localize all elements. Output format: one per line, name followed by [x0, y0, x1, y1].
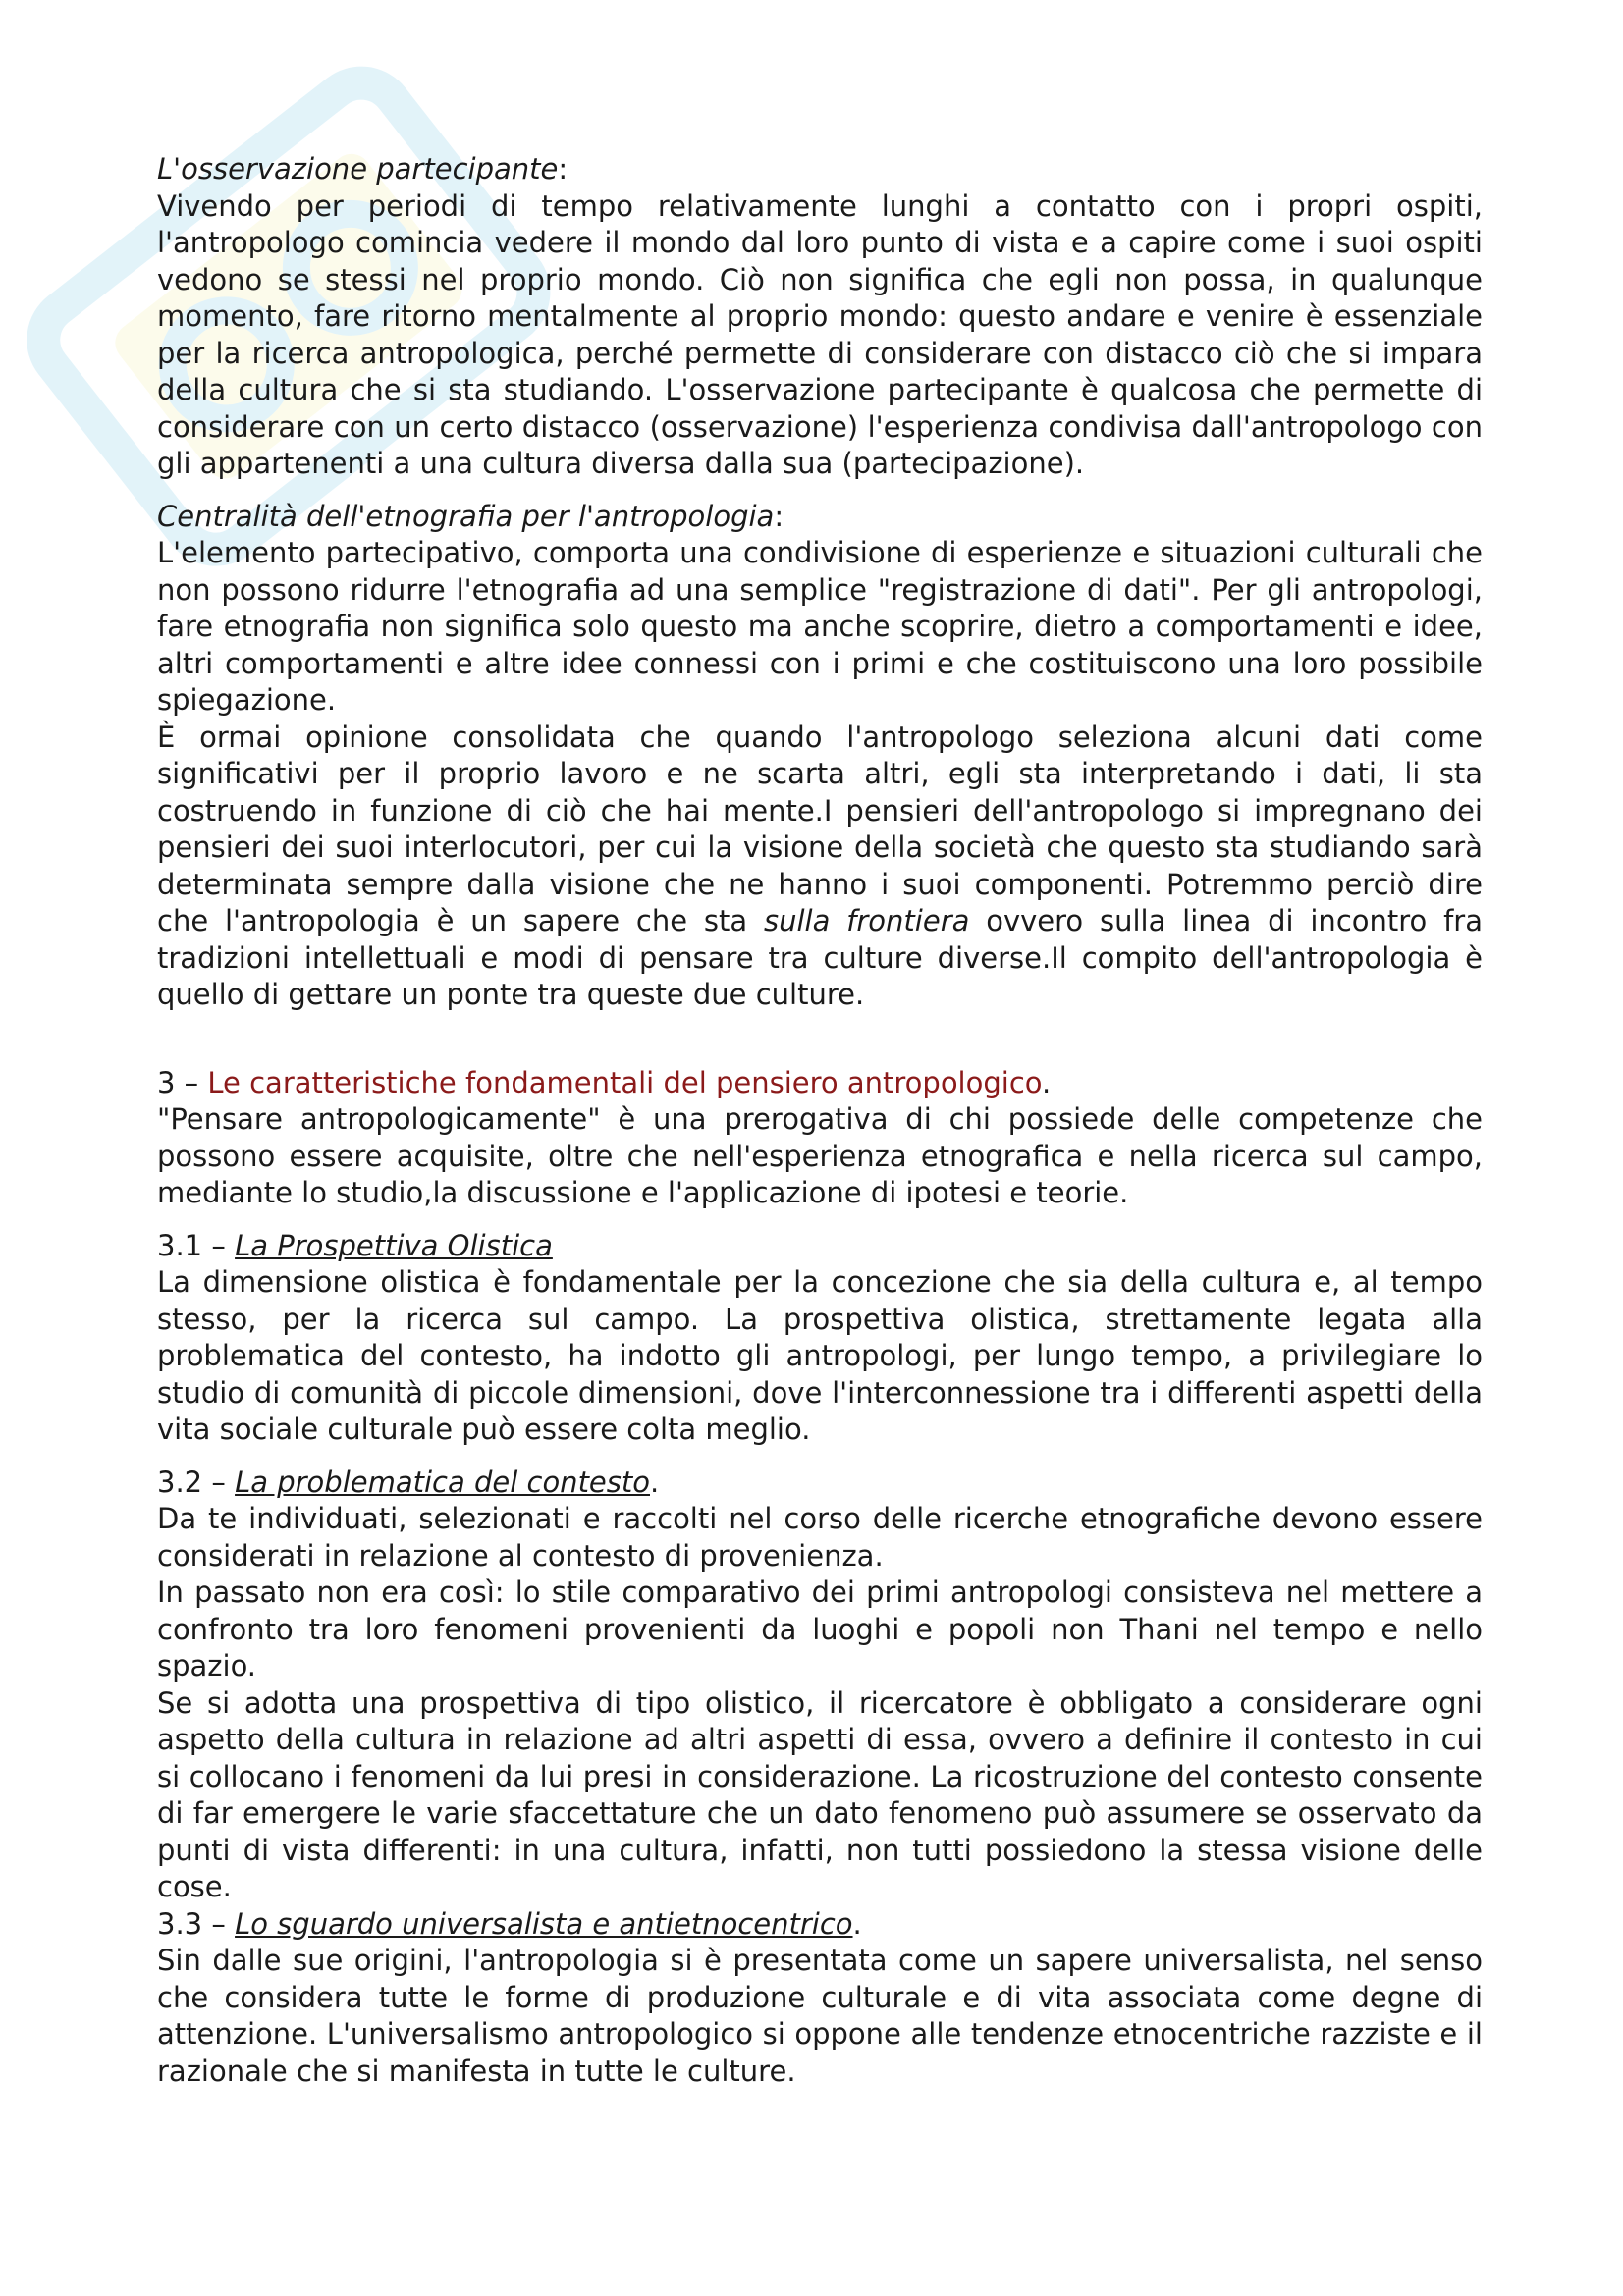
paragraph-centralita-2: [157, 720, 1483, 1014]
section-number: 3.1 –: [157, 1228, 236, 1262]
paragraph-section-3: "Pensare antropologicamente" è una prerogativa di chi possiede delle competenze che possono essere acquisite, oltre che nell'esperienza etnografica e nella ricerca sul campo, mediante lo studio,la discussione e l'applicazione di ipotesi e teorie.: [157, 1102, 1483, 1209]
emphasis-text: sulla frontiera: [763, 904, 970, 937]
section-number: 3.3 –: [157, 1906, 236, 1941]
paragraph-osservazione: Vivendo per periodi di tempo relativamente lunghi a contatto con i propri ospiti, l'antropologo comincia vedere il mondo dal loro punto di vista e a capire come i suoi ospiti vedono se stessi nel proprio mondo. Ciò non significa che egli non possa, in qualunque momento, fare ritorno mentalmente al proprio mondo: questo andare e venire è essenziale per la ricerca antropologica, perché permette di considerare con distacco ciò che si impara della cultura che si sta studiando. L'osservazione partecipante è qualcosa che permette di considerare con un certo distacco (osservazione) l'esperienza condivisa dall'antropologo con gli appartenenti a una cultura diversa dalla sua (partecipazione).: [157, 188, 1483, 480]
paragraph-section-3-3: Sin dalle sue origini, l'antropologia si è presentata come un sapere universalista, nel senso che considera tutte le forme di produzione culturale e di vita associata come degne di attenzione. L'universalismo antropologico si oppone alle tendenze etnocentriche razziste e il razionale che si manifesta in tutte le culture.: [157, 1944, 1483, 2088]
heading-dot: .: [650, 1465, 660, 1499]
section-number: 3.2 –: [157, 1465, 236, 1499]
heading-dot: .: [852, 1906, 862, 1941]
paragraph-text: ovvero sulla linea di incontro fra tradizioni intellettuali e modi di pensare tra culture diverse.Il compito dell'antropologia è quello di gettare un ponte tra queste due culture.: [157, 904, 1484, 1011]
heading-text: Centralità dell'etnografia per l'antropologia: [157, 499, 775, 533]
paragraph-section-3-2-b: In passato non era così: lo stile comparativo dei primi antropologi consisteva nel mettere a confronto tra loro fenomeni provenienti da luoghi e popoli non Thani nel tempo e nello spazio.: [157, 1575, 1483, 1682]
paragraph-centralita-1: L'elemento partecipativo, comporta una condivisione di esperienze e situazioni culturali che non possono ridurre l'etnografia ad una semplice "registrazione di dati". Per gli antropologi, fare etnografia non significa solo questo ma anche scoprire, dietro a comportamenti e idee, altri comportamenti e altre idee connessi con i primi e che costituiscono una loro possibile spiegazione.: [157, 536, 1483, 717]
section-heading-3-2: [157, 1465, 1483, 1502]
heading-text: La Prospettiva Olistica: [235, 1228, 553, 1262]
heading-dot: .: [1042, 1065, 1052, 1099]
paragraph-section-3-1: La dimensione olistica è fondamentale per la concezione che sia della cultura e, al tempo stesso, per la ricerca sul campo. La prospettiva olistica, strettamente legata alla problematica del contesto, ha indotto gli antropologi, per lungo tempo, a privilegiare lo studio di comunità di piccole dimensioni, dove l'interconnessione tra i differenti aspetti della vita sociale culturale può essere colta meglio.: [157, 1265, 1483, 1446]
section-heading-3-1: [157, 1228, 1483, 1265]
section-heading-3: [157, 1065, 1483, 1102]
heading-text: L'osservazione partecipante: [157, 152, 559, 186]
heading-text: La problematica del contesto: [235, 1465, 650, 1499]
paragraph-text: È ormai opinione consolidata che quando l'antropologo seleziona alcuni dati come significativi per il proprio lavoro e ne scarta altri, egli sta interpretando i dati, li sta costruendo in funzione di ciò che hai mente.I pensieri dell'antropologo si impregnano dei pensieri dei suoi interlocutori, per cui la visione della società che questo sta studiando sarà determinata sempre dalla visione che ne hanno i suoi componenti. Potremmo perciò dire che l'antropologia è un sapere che sta: [157, 720, 1483, 937]
section-number: 3 –: [157, 1065, 208, 1099]
heading-colon: :: [774, 499, 784, 533]
section-heading-osservazione: [157, 151, 1483, 188]
heading-text: Le caratteristiche fondamentali del pensiero antropologico: [207, 1065, 1042, 1099]
paragraph-section-3-2-a: Da te individuati, selezionati e raccolti nel corso delle ricerche etnografiche devono essere considerati in relazione al contesto di provenienza.: [157, 1502, 1483, 1573]
section-heading-centralita: [157, 499, 1483, 536]
heading-colon: :: [558, 152, 568, 186]
section-heading-3-3: [157, 1906, 1483, 1944]
paragraph-section-3-2-c: Se si adotta una prospettiva di tipo olistico, il ricercatore è obbligato a considerare ogni aspetto della cultura in relazione ad altri aspetti di essa, ovvero a definire il contesto in cui si collocano i fenomeni da lui presi in considerazione. La ricostruzione del contesto consente di far emergere le varie sfaccettature che un dato fenomeno può assumere se osservato da punti di vista differenti: in una cultura, infatti, non tutti possiedono la stessa visione delle cose.: [157, 1685, 1483, 1903]
heading-text: Lo sguardo universalista e antietnocentrico: [235, 1906, 853, 1941]
document-page: [157, 151, 1483, 2090]
